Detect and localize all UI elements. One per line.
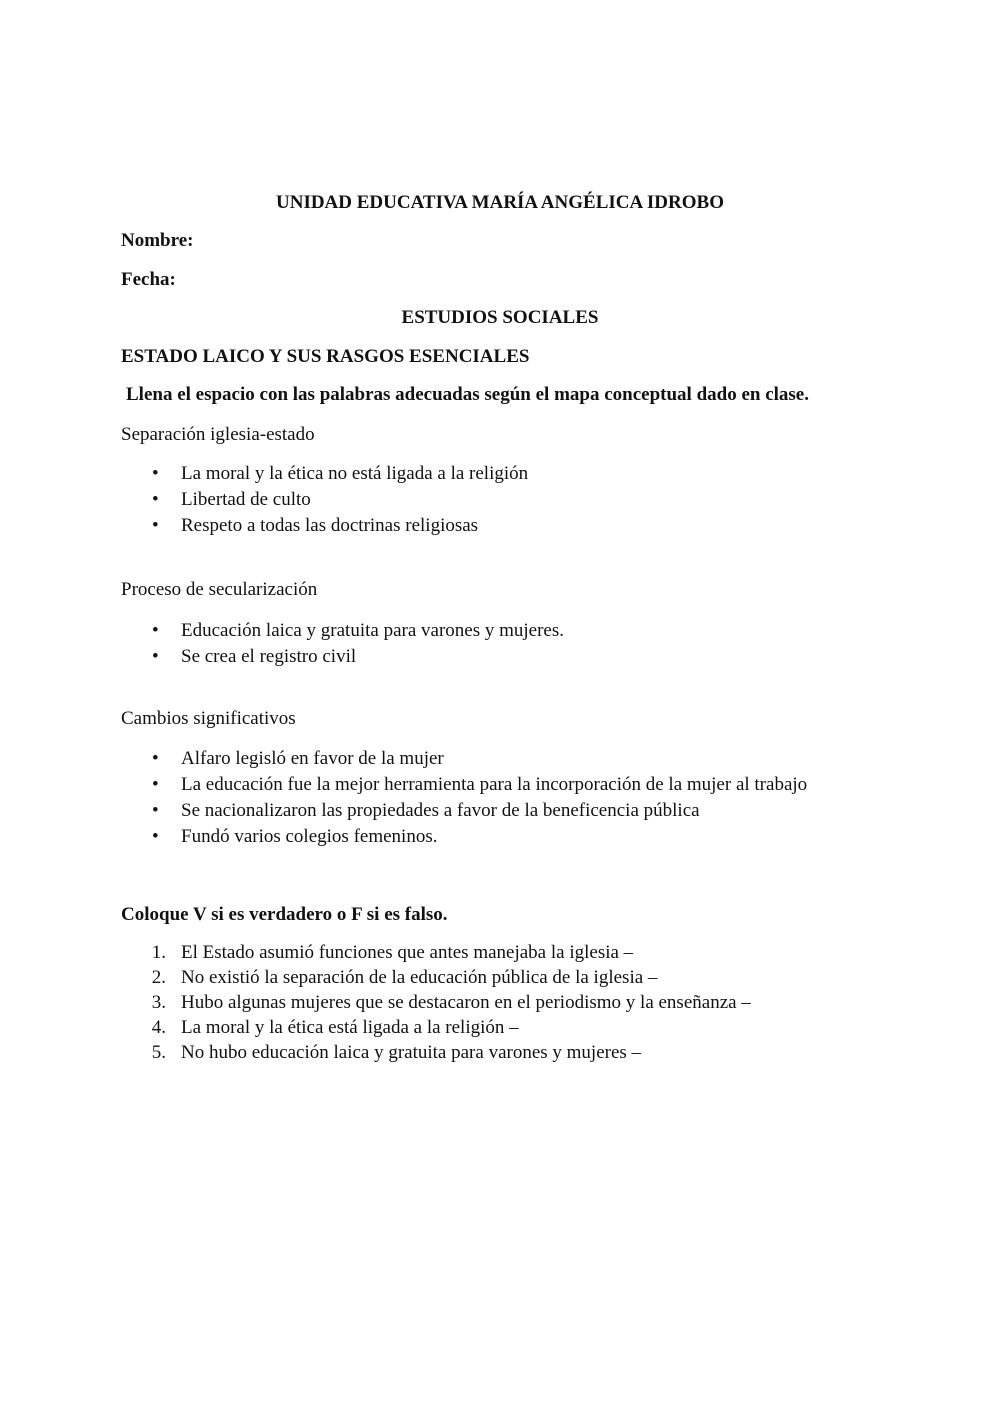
bullet-icon: •	[152, 515, 159, 536]
topic-title: ESTADO LAICO Y SUS RASGOS ESENCIALES	[121, 346, 530, 367]
statement-number: 4.	[151, 1017, 166, 1038]
statement-number: 3.	[151, 992, 166, 1013]
list-item-text: La educación fue la mejor herramienta para la incorporación de la mujer al trabajo	[181, 774, 808, 795]
statement-text: Hubo algunas mujeres que se destacaron en el periodismo y la enseñanza –	[181, 992, 751, 1013]
section-title-secularization: Proceso de secularización	[121, 579, 318, 600]
name-label: Nombre:	[121, 230, 194, 251]
bullet-icon: •	[152, 463, 159, 484]
section-title-changes: Cambios significativos	[121, 708, 296, 729]
statement-number: 1.	[151, 942, 166, 963]
statement-text: No existió la separación de la educación pública de la iglesia –	[181, 967, 658, 988]
list-item-text: Alfaro legisló en favor de la mujer	[181, 748, 444, 769]
bullet-icon: •	[152, 620, 159, 641]
bullet-icon: •	[152, 800, 159, 821]
bullet-icon: •	[152, 748, 159, 769]
bullet-icon: •	[152, 646, 159, 667]
list-item-text: Respeto a todas las doctrinas religiosas	[181, 515, 479, 536]
statement-text: La moral y la ética está ligada a la religión –	[181, 1017, 519, 1038]
statement-number: 2.	[151, 967, 166, 988]
list-item-text: Se crea el registro civil	[181, 646, 357, 667]
bullet-icon: •	[152, 826, 159, 847]
date-label: Fecha:	[121, 269, 176, 290]
list-item-text: La moral y la ética no está ligada a la religión	[181, 463, 529, 484]
statement-number: 5.	[151, 1042, 166, 1063]
instruction-fill-blanks: Llena el espacio con las palabras adecuadas según el mapa conceptual dado en clase.	[126, 384, 809, 405]
section-title-separation: Separación iglesia-estado	[121, 424, 315, 445]
list-item-text: Fundó varios colegios femeninos.	[181, 826, 438, 847]
list-item-text: Educación laica y gratuita para varones y mujeres.	[181, 620, 564, 641]
bullet-icon: •	[152, 774, 159, 795]
subject-title: ESTUDIOS SOCIALES	[401, 307, 599, 328]
statement-text: No hubo educación laica y gratuita para varones y mujeres –	[181, 1042, 642, 1063]
instruction-true-false: Coloque V si es verdadero o F si es falso.	[121, 904, 448, 925]
list-item-text: Se nacionalizaron las propiedades a favor de la beneficencia pública	[181, 800, 700, 821]
bullet-icon: •	[152, 489, 159, 510]
statement-text: El Estado asumió funciones que antes manejaba la iglesia –	[181, 942, 634, 963]
school-title: UNIDAD EDUCATIVA MARÍA ANGÉLICA IDROBO	[276, 192, 724, 213]
list-item-text: Libertad de culto	[181, 489, 311, 510]
